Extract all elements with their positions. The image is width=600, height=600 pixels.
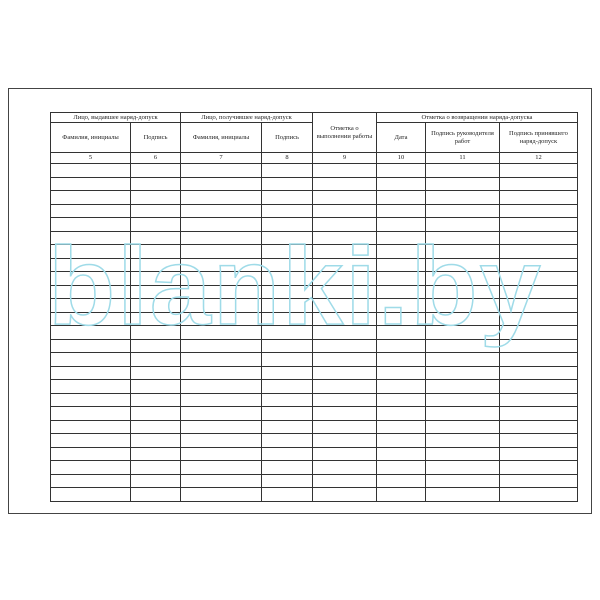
table-row	[51, 366, 578, 380]
table-row	[51, 420, 578, 434]
blank-cell	[377, 272, 426, 286]
blank-cell	[313, 191, 377, 205]
blank-cell	[262, 447, 313, 461]
header-receiver-name: Фамилия, инициалы	[181, 123, 262, 153]
blank-cell	[181, 326, 262, 340]
header-issuer-name: Фамилия, инициалы	[51, 123, 131, 153]
blank-cell	[51, 231, 131, 245]
blank-cell	[262, 474, 313, 488]
blank-cell	[131, 488, 181, 502]
blank-cell	[51, 218, 131, 232]
blank-cell	[313, 353, 377, 367]
table-row	[51, 272, 578, 286]
blank-cell	[51, 177, 131, 191]
blank-cell	[51, 434, 131, 448]
blank-cell	[500, 393, 578, 407]
blank-cell	[262, 285, 313, 299]
blank-cell	[51, 204, 131, 218]
blank-cell	[181, 164, 262, 178]
blank-cell	[313, 461, 377, 475]
journal-rows	[51, 164, 578, 502]
blank-cell	[262, 312, 313, 326]
blank-cell	[426, 258, 500, 272]
blank-cell	[500, 191, 578, 205]
blank-cell	[181, 366, 262, 380]
blank-cell	[181, 407, 262, 421]
blank-cell	[181, 299, 262, 313]
blank-cell	[313, 407, 377, 421]
blank-cell	[377, 177, 426, 191]
blank-cell	[181, 447, 262, 461]
blank-cell	[426, 204, 500, 218]
blank-cell	[131, 164, 181, 178]
blank-cell	[262, 393, 313, 407]
table-row	[51, 299, 578, 313]
column-number: 7	[181, 153, 262, 164]
blank-cell	[131, 407, 181, 421]
blank-cell	[181, 204, 262, 218]
work-permit-journal-table	[50, 112, 578, 502]
blank-cell	[377, 434, 426, 448]
blank-cell	[313, 312, 377, 326]
blank-cell	[313, 380, 377, 394]
blank-cell	[377, 285, 426, 299]
blank-cell	[377, 312, 426, 326]
blank-cell	[426, 488, 500, 502]
table-row	[51, 258, 578, 272]
table-row	[51, 488, 578, 502]
blank-cell	[131, 447, 181, 461]
blank-cell	[51, 326, 131, 340]
column-number: 11	[426, 153, 500, 164]
blank-cell	[51, 191, 131, 205]
table-row	[51, 474, 578, 488]
blank-cell	[500, 339, 578, 353]
blank-cell	[181, 177, 262, 191]
blank-cell	[262, 191, 313, 205]
blank-cell	[262, 434, 313, 448]
blank-cell	[181, 245, 262, 259]
blank-cell	[262, 245, 313, 259]
blank-cell	[500, 204, 578, 218]
table-row	[51, 177, 578, 191]
blank-cell	[313, 177, 377, 191]
blank-cell	[131, 326, 181, 340]
blank-cell	[377, 164, 426, 178]
blank-cell	[131, 245, 181, 259]
blank-cell	[131, 191, 181, 205]
blank-cell	[51, 245, 131, 259]
blank-cell	[377, 474, 426, 488]
blank-cell	[262, 177, 313, 191]
blank-cell	[313, 447, 377, 461]
blank-cell	[181, 461, 262, 475]
blank-cell	[181, 272, 262, 286]
blank-cell	[262, 353, 313, 367]
blank-cell	[51, 474, 131, 488]
blank-cell	[500, 474, 578, 488]
blank-cell	[500, 245, 578, 259]
blank-cell	[377, 299, 426, 313]
blank-cell	[262, 326, 313, 340]
header-receiver-group: Лицо, получившее наряд-допуск	[181, 113, 313, 123]
table-row	[51, 218, 578, 232]
blank-cell	[500, 366, 578, 380]
blank-cell	[262, 366, 313, 380]
blank-cell	[313, 434, 377, 448]
blank-cell	[51, 258, 131, 272]
blank-cell	[426, 326, 500, 340]
blank-cell	[313, 326, 377, 340]
blank-cell	[313, 299, 377, 313]
blank-cell	[131, 393, 181, 407]
blank-cell	[51, 312, 131, 326]
blank-cell	[313, 231, 377, 245]
header-return-group: Отметка о возвращении наряда-допуска	[377, 113, 578, 123]
blank-cell	[262, 380, 313, 394]
blank-cell	[181, 231, 262, 245]
blank-cell	[51, 164, 131, 178]
blank-cell	[51, 380, 131, 394]
blank-cell	[131, 218, 181, 232]
table-row	[51, 312, 578, 326]
blank-cell	[500, 177, 578, 191]
blank-cell	[181, 339, 262, 353]
blank-cell	[426, 380, 500, 394]
blank-cell	[377, 420, 426, 434]
blank-cell	[181, 258, 262, 272]
blank-cell	[181, 393, 262, 407]
blank-cell	[262, 407, 313, 421]
blank-cell	[500, 299, 578, 313]
blank-cell	[377, 488, 426, 502]
blank-cell	[500, 326, 578, 340]
blank-cell	[500, 218, 578, 232]
blank-cell	[51, 272, 131, 286]
blank-cell	[262, 272, 313, 286]
blank-cell	[426, 191, 500, 205]
table-row	[51, 447, 578, 461]
blank-cell	[377, 218, 426, 232]
header-issuer-group: Лицо, выдавшее наряд-допуск	[51, 113, 181, 123]
blank-cell	[426, 434, 500, 448]
blank-cell	[131, 380, 181, 394]
blank-cell	[426, 177, 500, 191]
column-number: 8	[262, 153, 313, 164]
blank-cell	[51, 488, 131, 502]
blank-cell	[313, 474, 377, 488]
blank-cell	[262, 231, 313, 245]
header-completion-mark: Отметка о выполнении работы	[313, 113, 377, 153]
blank-cell	[377, 191, 426, 205]
blank-cell	[426, 339, 500, 353]
blank-cell	[377, 339, 426, 353]
column-number: 6	[131, 153, 181, 164]
blank-cell	[313, 258, 377, 272]
blank-cell	[51, 339, 131, 353]
blank-cell	[377, 407, 426, 421]
blank-cell	[131, 285, 181, 299]
blank-cell	[313, 285, 377, 299]
table-row	[51, 434, 578, 448]
blank-cell	[131, 339, 181, 353]
blank-cell	[181, 353, 262, 367]
table-row	[51, 191, 578, 205]
blank-cell	[500, 353, 578, 367]
blank-cell	[426, 474, 500, 488]
table-row	[51, 461, 578, 475]
header-return-date: Дата	[377, 123, 426, 153]
column-number: 9	[313, 153, 377, 164]
blank-cell	[181, 380, 262, 394]
blank-cell	[262, 218, 313, 232]
blank-cell	[181, 312, 262, 326]
blank-cell	[131, 474, 181, 488]
table-row	[51, 393, 578, 407]
blank-cell	[181, 420, 262, 434]
table-row	[51, 380, 578, 394]
blank-cell	[51, 299, 131, 313]
blank-cell	[426, 312, 500, 326]
blank-cell	[377, 461, 426, 475]
header-manager-signature: Подпись руководителя работ	[426, 123, 500, 153]
blank-cell	[426, 231, 500, 245]
blank-cell	[500, 488, 578, 502]
blank-cell	[426, 447, 500, 461]
blank-cell	[377, 258, 426, 272]
blank-cell	[426, 164, 500, 178]
blank-cell	[426, 272, 500, 286]
blank-cell	[262, 164, 313, 178]
blank-cell	[500, 380, 578, 394]
blank-cell	[426, 420, 500, 434]
blank-cell	[500, 231, 578, 245]
blank-cell	[51, 353, 131, 367]
header-issuer-signature: Подпись	[131, 123, 181, 153]
blank-cell	[500, 434, 578, 448]
blank-cell	[51, 447, 131, 461]
blank-cell	[131, 434, 181, 448]
blank-cell	[131, 272, 181, 286]
table-row	[51, 339, 578, 353]
blank-cell	[131, 231, 181, 245]
blank-cell	[262, 420, 313, 434]
blank-cell	[51, 461, 131, 475]
blank-cell	[313, 272, 377, 286]
blank-cell	[377, 447, 426, 461]
blank-cell	[262, 204, 313, 218]
blank-cell	[426, 366, 500, 380]
blank-cell	[377, 326, 426, 340]
blank-cell	[131, 420, 181, 434]
blank-cell	[313, 204, 377, 218]
blank-cell	[426, 299, 500, 313]
blank-cell	[262, 299, 313, 313]
blank-cell	[426, 353, 500, 367]
blank-cell	[500, 312, 578, 326]
blank-cell	[426, 245, 500, 259]
table-row	[51, 326, 578, 340]
blank-cell	[426, 285, 500, 299]
table-row	[51, 353, 578, 367]
header-accepter-signature: Подпись принявшего наряд-допуск	[500, 123, 578, 153]
blank-cell	[131, 366, 181, 380]
blank-cell	[51, 366, 131, 380]
column-number: 10	[377, 153, 426, 164]
blank-cell	[500, 272, 578, 286]
blank-cell	[377, 245, 426, 259]
blank-cell	[313, 245, 377, 259]
blank-cell	[426, 407, 500, 421]
blank-cell	[500, 447, 578, 461]
blank-cell	[313, 339, 377, 353]
column-number: 5	[51, 153, 131, 164]
table-row	[51, 245, 578, 259]
blank-cell	[426, 218, 500, 232]
blank-cell	[313, 488, 377, 502]
blank-cell	[377, 380, 426, 394]
blank-cell	[313, 366, 377, 380]
blank-cell	[313, 420, 377, 434]
blank-cell	[181, 191, 262, 205]
blank-cell	[131, 353, 181, 367]
blank-cell	[426, 461, 500, 475]
table-row	[51, 204, 578, 218]
blank-cell	[262, 461, 313, 475]
blank-cell	[377, 204, 426, 218]
blank-cell	[262, 339, 313, 353]
blank-cell	[181, 434, 262, 448]
blank-cell	[51, 407, 131, 421]
blank-cell	[262, 488, 313, 502]
table-row	[51, 407, 578, 421]
table-row	[51, 164, 578, 178]
blank-cell	[500, 164, 578, 178]
header-receiver-signature: Подпись	[262, 123, 313, 153]
blank-cell	[51, 285, 131, 299]
blank-cell	[181, 488, 262, 502]
blank-cell	[262, 258, 313, 272]
blank-cell	[377, 366, 426, 380]
blank-cell	[313, 393, 377, 407]
blank-cell	[51, 393, 131, 407]
blank-cell	[500, 258, 578, 272]
blank-cell	[377, 353, 426, 367]
blank-cell	[131, 177, 181, 191]
blank-cell	[131, 204, 181, 218]
blank-cell	[377, 231, 426, 245]
blank-cell	[500, 285, 578, 299]
blank-cell	[313, 218, 377, 232]
table-row	[51, 285, 578, 299]
blank-cell	[500, 461, 578, 475]
blank-cell	[500, 420, 578, 434]
blank-cell	[181, 474, 262, 488]
blank-cell	[500, 407, 578, 421]
table-row	[51, 231, 578, 245]
column-number: 12	[500, 153, 578, 164]
blank-cell	[131, 299, 181, 313]
blank-cell	[426, 393, 500, 407]
blank-cell	[313, 164, 377, 178]
blank-cell	[181, 218, 262, 232]
blank-cell	[181, 285, 262, 299]
blank-cell	[131, 461, 181, 475]
blank-cell	[131, 258, 181, 272]
blank-cell	[131, 312, 181, 326]
blank-cell	[377, 393, 426, 407]
blank-cell	[51, 420, 131, 434]
